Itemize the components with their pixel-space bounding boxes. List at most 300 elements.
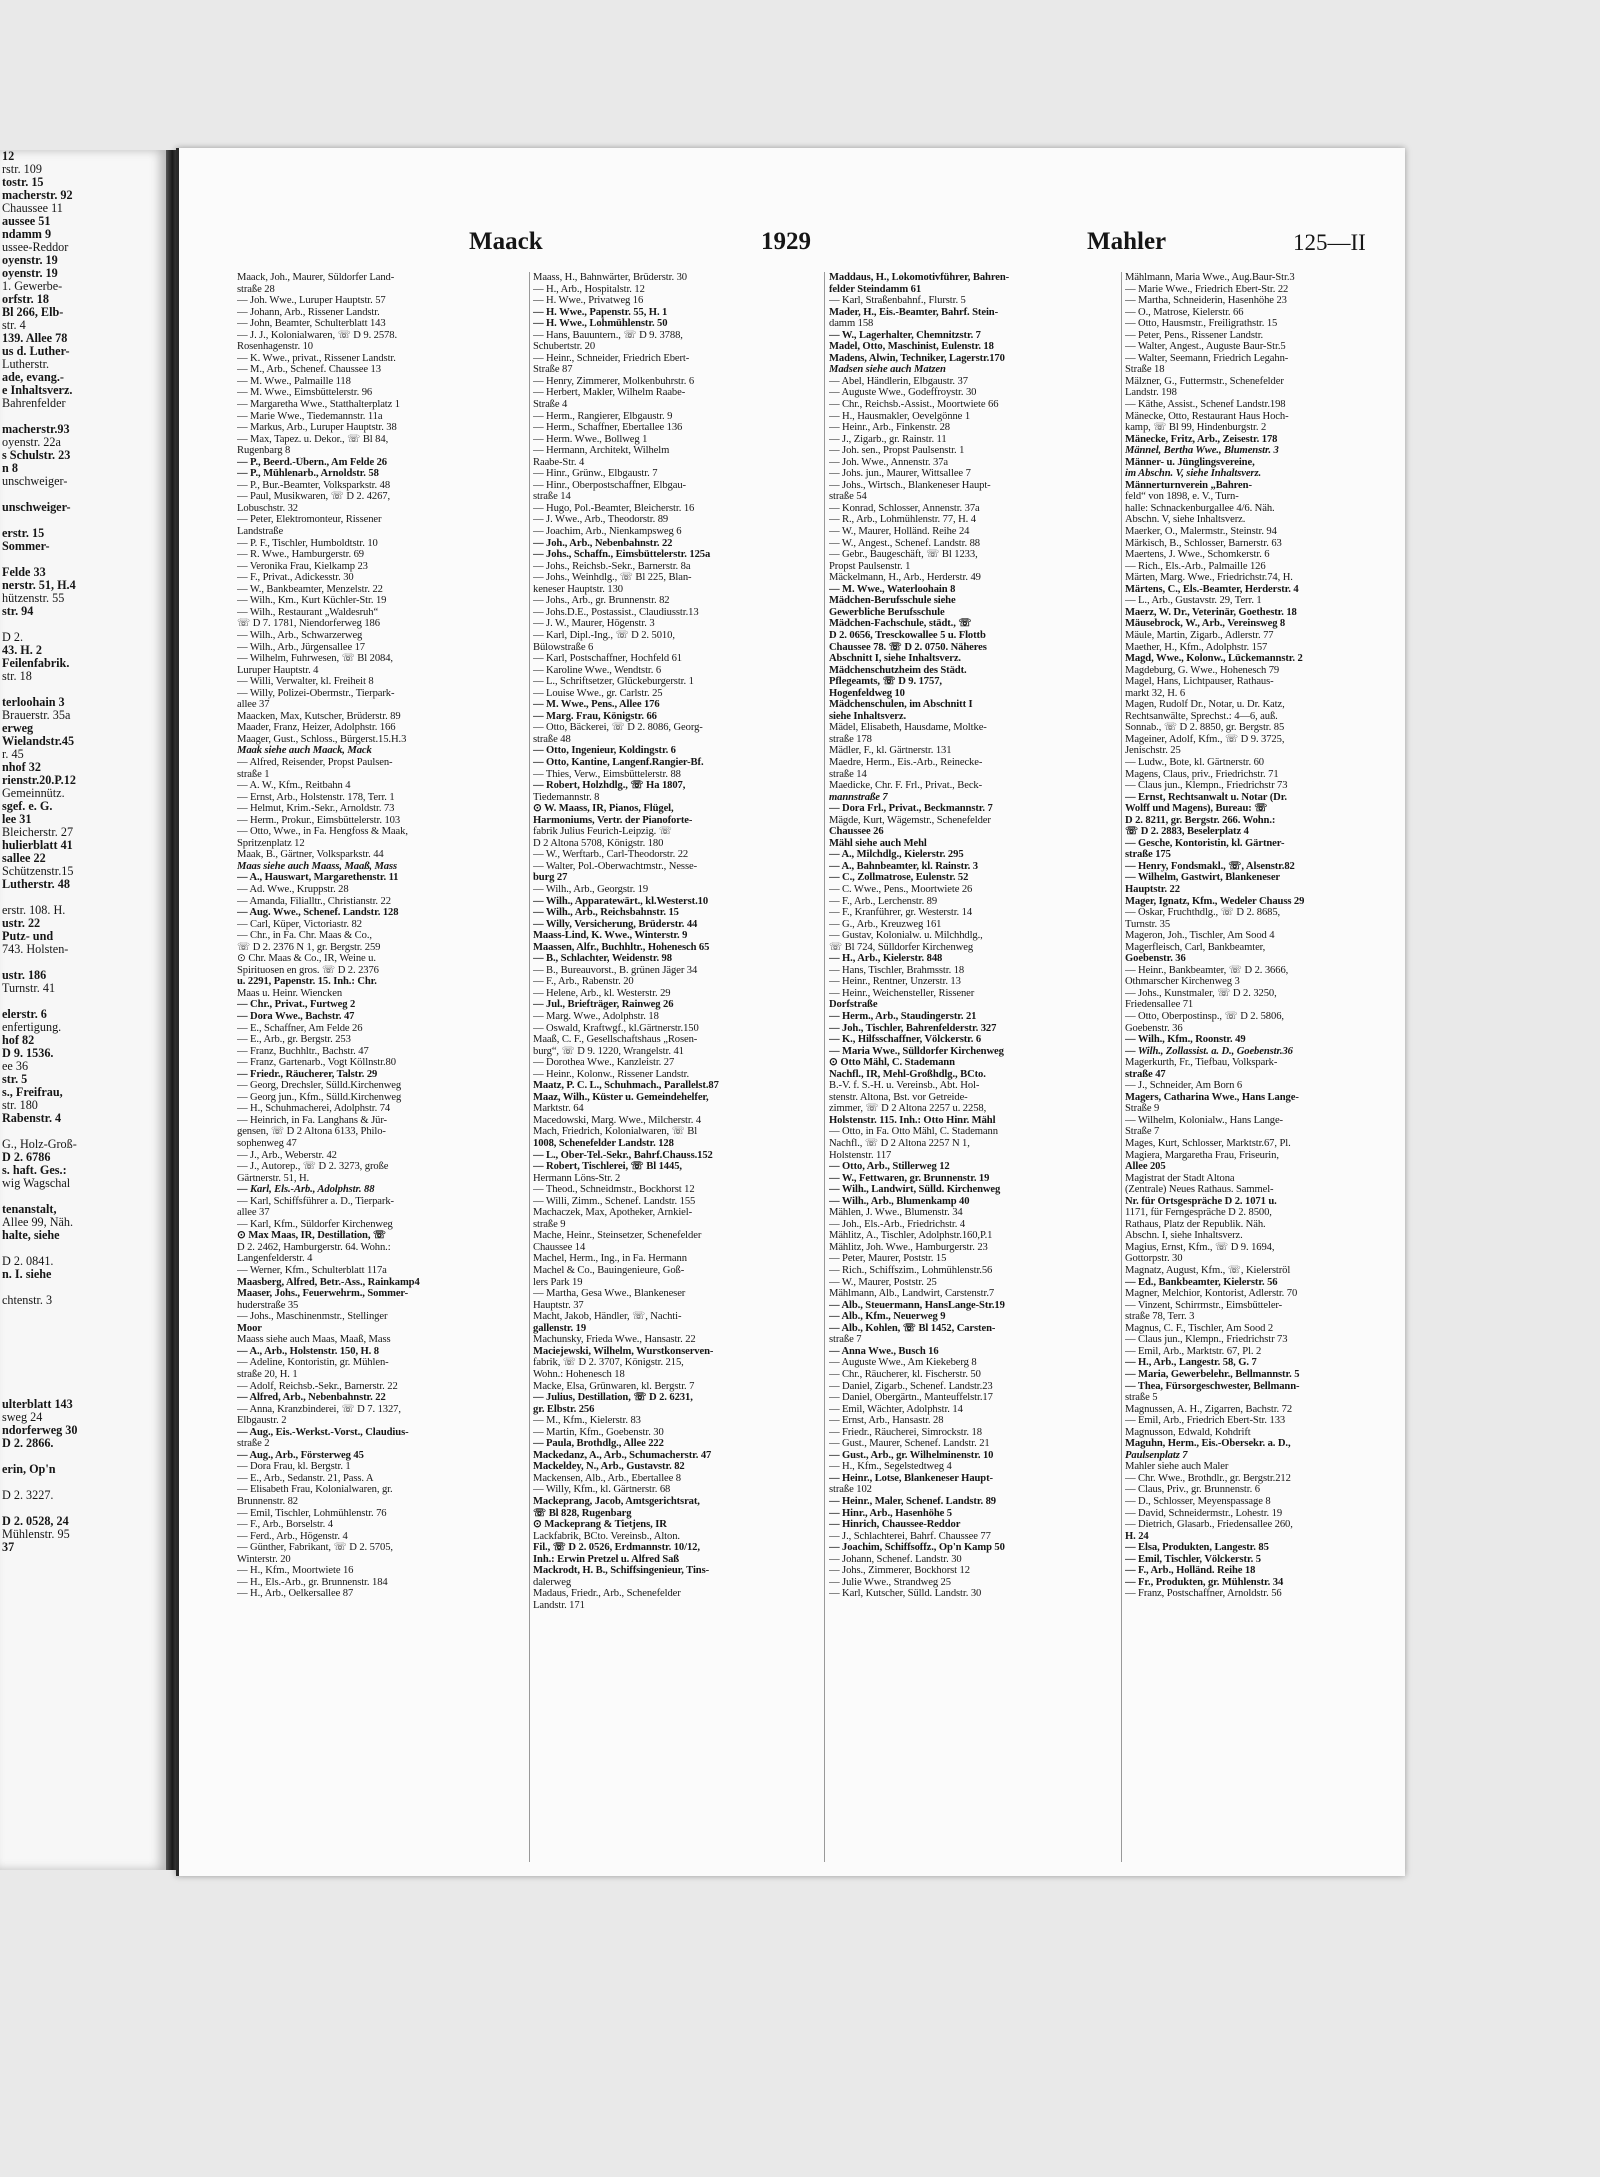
directory-entry-line: — Paul, Musikwaren, ☏ D 2. 4267, [237, 491, 391, 503]
directory-entry-line: damm 158 [829, 318, 874, 330]
directory-entry-line: — Claus jun., Klempn., Friedrichstr 73 [1125, 780, 1288, 792]
directory-entry-line: — Marie Wwe., Tiedemannstr. 11a [237, 410, 383, 422]
directory-entry-line: — Heinr., Maler, Schenef. Landstr. 89 [829, 1495, 996, 1507]
left-fragment-line: str. 18 [2, 669, 32, 683]
column-divider [824, 272, 825, 1862]
directory-entry-line: — H., Arb., Oelkersallee 87 [237, 1588, 354, 1600]
directory-entry-line: straße 14 [533, 491, 571, 503]
directory-entry-line: ☏ Bl 724, Sülldorfer Kirchenweg [829, 941, 974, 953]
directory-entry-line: Gottorpstr. 30 [1125, 1253, 1183, 1265]
directory-entry-line: — W., Lagerhalter, Chemnitzstr. 7 [829, 329, 981, 341]
directory-entry-line: — J., Arb., Weberstr. 42 [237, 1149, 337, 1161]
directory-entry-line: — L., Arb., Gustavstr. 29, Terr. 1 [1125, 595, 1262, 607]
directory-entry-line: Wohn.: Hohenesch 18 [533, 1368, 625, 1380]
left-fragment-line: Brauerstr. 35a [2, 708, 71, 722]
directory-entry-line: Goebenstr. 36 [1125, 1022, 1183, 1034]
left-fragment-line: 1. Gewerbe- [2, 279, 63, 293]
directory-entry-line: — W., Fettwaren, gr. Brunnenstr. 19 [829, 1172, 990, 1184]
directory-entry-line: — Paula, Brothdlg., Allee 222 [533, 1438, 664, 1450]
directory-entry-line: — Johs., Maschinenmstr., Stellinger [237, 1311, 388, 1323]
directory-entry-line: Madaus, Friedr., Arb., Schenefelder [533, 1588, 681, 1600]
left-fragment-line: ussee-Reddor [2, 240, 69, 254]
directory-entry-line: — Hinr., Arb., Hasenhöhe 5 [829, 1507, 952, 1519]
directory-entry-line: — M., Kfm., Kielerstr. 83 [533, 1415, 641, 1427]
directory-entry-line: Luruper Hauptstr. 4 [237, 664, 319, 676]
left-fragment-line: e Inhaltsverz. [2, 383, 73, 397]
directory-entry-line: — Emil, Tischler, Völckerstr. 5 [1125, 1553, 1261, 1565]
directory-entry-line: Mackrodt, H. B., Schiffsingenieur, Tins- [533, 1565, 710, 1577]
directory-entry-line: — J., Schlachterei, Bahrf. Chaussee 77 [829, 1530, 991, 1542]
directory-entry-line: Dorfstraße [829, 999, 878, 1011]
left-fragment-line: elerstr. 6 [2, 1007, 47, 1021]
directory-entry-line: H. 24 [1125, 1530, 1149, 1542]
directory-entry-line: — Karl, Kfm., Süldorfer Kirchenweg [237, 1218, 393, 1230]
left-fragment-line: Rabenstr. 4 [2, 1111, 62, 1125]
directory-entry-line: Wolff und Magens), Bureau: ☏ [1125, 803, 1268, 815]
directory-entry-line: Magd, Wwe., Kolonw., Lückemannstr. 2 [1125, 653, 1303, 665]
left-fragment-line: D 2. 3227. [2, 1488, 54, 1502]
directory-entry-line: Magnatz, August, Kfm., ☏, Kielerströl [1125, 1265, 1291, 1277]
directory-entry-line: — Hans, Tischler, Brahmsstr. 18 [829, 964, 965, 976]
left-fragment-line: Sommer- [2, 539, 50, 553]
directory-entry-line: — Karl, Els.-Arb., Adolphstr. 88 [237, 1184, 375, 1196]
directory-entry-line: — Gust., Arb., gr. Wilhelminenstr. 10 [829, 1449, 994, 1461]
directory-entry-line: Mählen, J. Wwe., Blumenstr. 34 [829, 1207, 963, 1219]
directory-entry-line: — P., Beerd.-Übern., Am Felde 26 [237, 456, 388, 468]
left-fragment-line: Turnstr. 41 [2, 981, 56, 995]
directory-entry-line: — Ad. Wwe., Kruppstr. 28 [237, 883, 349, 895]
directory-entry-line: — Alfred, Arb., Nebenbahnstr. 22 [237, 1392, 386, 1404]
left-fragment-line: G., Holz-Groß- [2, 1137, 77, 1151]
directory-entry-line: — Heinr., Bankbeamter, ☏ D 2. 3666, [1125, 964, 1289, 976]
directory-entry-line: — Johs., Weinhdlg., ☏ Bl 225, Blan- [533, 572, 692, 584]
left-fragment-line: macherstr.93 [2, 422, 70, 436]
directory-entry-line: Mädler, F., kl. Gärtnerstr. 131 [829, 745, 952, 757]
directory-entry-line: — Wilhelm, Fuhrwesen, ☏ Bl 2084, [237, 653, 393, 665]
directory-entry-line: huderstraße 35 [237, 1299, 299, 1311]
left-fragment-line: rstr. 109 [2, 162, 42, 176]
directory-entry-line: Turnstr. 35 [1125, 918, 1171, 930]
directory-entry-line: — Julie Wwe., Strandweg 25 [829, 1576, 951, 1588]
directory-entry-line: — H., Els.-Arb., gr. Brunnenstr. 184 [237, 1576, 388, 1588]
directory-entry-line: burg“, ☏ D 9. 1220, Wrangelstr. 41 [533, 1045, 684, 1057]
directory-entry-line: — Martha, Schneiderin, Hasenhöhe 23 [1125, 295, 1287, 307]
directory-entry-line: — W., Maurer, Holländ. Reihe 24 [829, 526, 970, 538]
directory-entry-line: ⊙ Mackeprang & Tietjens, IR [533, 1519, 667, 1531]
directory-entry-line: — F., Kranführer, gr. Westerstr. 14 [829, 907, 973, 919]
directory-entry-line: — Wilh., Arb., Reichsbahnstr. 15 [533, 907, 679, 919]
left-fragment-line: hof 82 [2, 1033, 35, 1047]
directory-entry-line: Straße 18 [1125, 364, 1165, 376]
directory-entry-line: — Heinr., Kolonw., Rissener Landstr. [533, 1068, 690, 1080]
directory-entry-line: Maedicke, Chr. F. Frl., Privat., Beck- [829, 780, 983, 792]
directory-entry-line: Macke, Elsa, Grünwaren, kl. Bergstr. 7 [533, 1380, 695, 1392]
directory-entry-line: Mageiner, Adolf, Kfm., ☏ D 9. 3725, [1125, 733, 1285, 745]
directory-entry-line: — Johs., Arb., gr. Brunnenstr. 82 [533, 595, 670, 607]
directory-entry-line: — P., Bur.-Beamter, Volksparkstr. 48 [237, 479, 391, 491]
directory-entry-line: — Auguste Wwe., Godeffroystr. 30 [829, 387, 977, 399]
directory-entry-line: — M. Wwe., Pens., Allee 176 [533, 699, 660, 711]
directory-entry-line: burg 27 [533, 872, 568, 884]
directory-entry-line: Maguhn, Herm., Eis.-Obersekr. a. D., [1125, 1438, 1291, 1450]
directory-entry-line: — Karl, Dipl.-Ing., ☏ D 2. 5010, [533, 629, 675, 641]
directory-entry-line: allee 37 [237, 1207, 270, 1219]
left-fragment-line: sallee 22 [2, 851, 46, 865]
directory-entry-line: — Aug., Arb., Försterweg 45 [237, 1449, 364, 1461]
directory-entry-line: Maak, B., Gärtner, Volksparkstr. 44 [237, 849, 384, 861]
directory-entry-line: 1171, für Ferngespräche D 2. 8500, [1125, 1207, 1272, 1219]
column-divider [529, 272, 530, 1862]
directory-entry-line: stenstr. Altona, Bst. vor Getreide- [829, 1091, 968, 1103]
directory-column-4 [1125, 272, 1413, 1862]
left-fragment-line: D 9. 1536. [2, 1046, 54, 1060]
directory-entry-line: — Anna Wwe., Busch 16 [829, 1345, 939, 1357]
directory-entry-line: Magerkurth, Fr., Tiefbau, Volkspark- [1125, 1057, 1278, 1069]
directory-entry-line: — M. Wwe., Palmaille 118 [237, 375, 351, 387]
directory-entry-line: — Johann, Schenef. Landstr. 30 [829, 1553, 962, 1565]
directory-entry-line: — Chr., in Fa. Chr. Maas & Co., [237, 930, 372, 942]
directory-entry-line: Spritzenplatz 12 [237, 837, 305, 849]
directory-entry-line: — Aug., Eis.-Werkst.-Vorst., Claudius- [237, 1426, 409, 1438]
directory-entry-line: — Alb., Kfm., Neuerweg 9 [829, 1311, 946, 1323]
directory-entry-line: — Elisabeth Frau, Kolonialwaren, gr. [237, 1484, 393, 1496]
directory-entry-line: — J., Schneider, Am Born 6 [1125, 1080, 1243, 1092]
directory-entry-line: — M. Wwe., Waterloohain 8 [829, 583, 956, 595]
directory-entry-line: — Joachim, Schiffsoffz., Op'n Kamp 50 [829, 1542, 1005, 1554]
directory-entry-line: Magnus, C. F., Tischler, Am Sood 2 [1125, 1322, 1274, 1334]
left-fragment-line: s. haft. Ges.: [2, 1163, 67, 1177]
directory-entry-line: Magens, Claus, priv., Friedrichstr. 71 [1125, 768, 1279, 780]
directory-entry-line: — Gust., Maurer, Schenef. Landstr. 21 [829, 1438, 990, 1450]
left-fragment-line: ustr. 186 [2, 968, 47, 982]
directory-entry-line: Maaser, Johs., Feuerwehrm., Sommer- [237, 1288, 409, 1300]
directory-entry-line: — Joh., Els.-Arb., Friedrichstr. 4 [829, 1218, 966, 1230]
directory-entry-line: — Dietrich, Glasarb., Friedensallee 260, [1125, 1519, 1293, 1531]
directory-entry-line: — Marg. Frau, Königstr. 66 [533, 710, 657, 722]
directory-entry-line: — Werner, Kfm., Schulterblatt 117a [237, 1265, 387, 1277]
directory-entry-line: Abschnitt I, siehe Inhaltsverz. [829, 653, 961, 665]
directory-entry-line: — Walter, Angest., Auguste Baur-Str.5 [1125, 341, 1286, 353]
directory-entry-line: Maass-Lind, K. Wwe., Winterstr. 9 [533, 930, 688, 942]
directory-entry-line: ☏ D 7. 1781, Niendorferweg 186 [237, 618, 380, 630]
directory-entry-line: Bülowstraße 6 [533, 641, 594, 653]
directory-entry-line: keneser Hauptstr. 130 [533, 583, 623, 595]
directory-entry-line: — Otto, Bäckerei, ☏ D 2. 8086, Georg- [533, 722, 703, 734]
directory-entry-line: Maaß, C. F., Gesellschaftshaus „Rosen- [533, 1034, 698, 1046]
directory-entry-line: Maedre, Herm., Eis.-Arb., Reinecke- [829, 756, 983, 768]
directory-entry-line: Mach, Friedrich, Kolonialwaren, ☏ Bl [533, 1126, 698, 1138]
directory-entry-line: Elbgaustr. 2 [237, 1415, 287, 1427]
left-fragment-line [0, 1307, 166, 1320]
left-fragment-line: ulterblatt 143 [2, 1397, 73, 1411]
left-fragment-line [0, 1320, 166, 1333]
left-fragment-line: Wielandstr.45 [2, 734, 75, 748]
directory-entry-line: — Marg. Wwe., Adolphstr. 18 [533, 1011, 659, 1022]
left-fragment-line: oyenstr. 19 [2, 253, 58, 267]
directory-entry-line: — Henry, Fondsmakl., ☏, Alsenstr.82 [1125, 860, 1295, 872]
directory-page [176, 148, 1405, 1876]
directory-entry-line: — B., Bureauvorst., B. grünen Jäger 34 [533, 964, 698, 976]
left-fragment-line: ustr. 22 [2, 916, 41, 930]
directory-entry-line: — Jul., Briefträger, Rainweg 26 [533, 999, 674, 1011]
directory-entry-line: zimmer, ☏ D 2 Altona 2257 u. 2258, [829, 1103, 987, 1115]
left-fragment-line [0, 1359, 166, 1372]
directory-entry-line: — Johs., Kunstmaler, ☏ D 2. 3250, [1125, 987, 1277, 999]
directory-entry-line: u. 2291, Papenstr. 15. Inh.: Chr. [237, 976, 377, 988]
directory-entry-line: Hauptstr. 37 [533, 1299, 584, 1311]
directory-entry-line: — Karoline Wwe., Wendtstr. 6 [533, 664, 662, 676]
directory-entry-line: Maas u. Heinr. Wiencken [237, 987, 343, 999]
directory-entry-line: Fil., ☏ D 2. 0526, Erdmannstr. 10/12, [533, 1542, 700, 1554]
left-fragment-line: ee 36 [2, 1059, 29, 1073]
directory-entry-line: — Chr. Wwe., Brothdlr., gr. Bergstr.212 [1125, 1472, 1291, 1484]
directory-entry-line: — Johann, Arb., Rissener Landstr. [237, 306, 380, 318]
directory-entry-line: — Thies, Verw., Eimsbüttelerstr. 88 [533, 768, 681, 780]
directory-entry-line: — H., Kfm., Moortwiete 16 [237, 1565, 354, 1577]
directory-entry-line: Paulsenplatz 7 [1125, 1449, 1188, 1461]
directory-entry-line: — Otto, Ingenieur, Koldingstr. 6 [533, 745, 676, 757]
directory-entry-line: — Herm., Schaffner, Ebertallee 136 [533, 422, 683, 434]
directory-entry-line: Mackeldey, N., Arb., Gustavstr. 82 [533, 1461, 685, 1473]
directory-entry-line: D 2. 2462, Hamburgerstr. 64. Wohn.: [237, 1241, 391, 1253]
directory-entry-line: — M. Wwe., Eimsbüttelerstr. 96 [237, 387, 373, 399]
left-fragment-line: halte, siehe [2, 1228, 60, 1242]
directory-entry-line: — Wilh., Landwirt, Sülld. Kirchenweg [829, 1184, 1001, 1196]
directory-entry-line: Magen, Rudolf Dr., Notar, u. Dr. Katz, [1125, 699, 1285, 711]
directory-entry-line: — Herm., Prokur., Eimsbüttelerstr. 103 [237, 814, 401, 826]
directory-entry-line: — Wilhelm, Gastwirt, Blankeneser [1125, 872, 1281, 884]
directory-entry-line: Mählmann, Alb., Landwirt, Carstenstr.7 [829, 1288, 995, 1300]
left-fragment-line: n. I. siehe [2, 1267, 52, 1281]
directory-entry-line: — Friedr., Räucherei, Simrockstr. 18 [829, 1426, 982, 1438]
directory-entry-line: — Alb., Kohlen, ☏ Bl 1452, Carsten- [829, 1322, 996, 1334]
directory-entry-line: siehe Inhaltsverz. [829, 710, 907, 722]
left-fragment-line: enfertigung. [2, 1020, 62, 1034]
directory-entry-line: Mädchen-Fachschule, städt., ☏ [829, 618, 972, 630]
directory-entry-line: — Veronika Frau, Kielkamp 23 [237, 560, 368, 572]
directory-entry-line: — Gesche, Kontoristin, kl. Gärtner- [1125, 837, 1285, 849]
left-fragment-line [0, 1372, 166, 1385]
directory-entry-line: — Markus, Arb., Luruper Hauptstr. 38 [237, 422, 397, 434]
directory-entry-line: Magius, Ernst, Kfm., ☏ D 9. 1694, [1125, 1241, 1275, 1253]
directory-entry-line: — Marie Wwe., Friedrich Ebert-Str. 22 [1125, 283, 1289, 295]
directory-entry-line: Machunsky, Frieda Wwe., Hansastr. 22 [533, 1334, 696, 1346]
directory-entry-line: Märkisch, B., Schlosser, Barnerstr. 63 [1125, 537, 1282, 549]
directory-entry-line: Macht, Jakob, Händler, ☏, Nachti- [533, 1311, 682, 1323]
directory-entry-line: — Claus jun., Klempn., Friedrichstr 73 [1125, 1334, 1288, 1346]
left-fragment-line: str. 4 [2, 318, 26, 332]
left-fragment-line: unschweiger- [2, 474, 68, 488]
directory-entry-line: — Karl, Schiffsführer a. D., Tierpark- [237, 1195, 394, 1207]
left-fragment-line: s Schulstr. 23 [2, 448, 71, 462]
directory-entry-line: — Georg jun., Kfm., Sülld.Kirchenweg [237, 1091, 402, 1103]
directory-entry-line: — Henry, Zimmerer, Molkenbuhrstr. 6 [533, 375, 695, 387]
directory-entry-line: — Konrad, Schlosser, Annenstr. 37a [829, 502, 980, 514]
directory-entry-line: Maak siehe auch Maack, Mack [237, 745, 372, 757]
directory-entry-line: — Joh., Tischler, Bahrenfelderstr. 327 [829, 1022, 997, 1034]
directory-entry-line: Harmoniums, Vertr. der Pianoforte- [533, 814, 693, 826]
left-fragment-line: sgef. e. G. [2, 799, 53, 813]
directory-entry-line: — Otto, Wwe., in Fa. Hengfoss & Maak, [237, 826, 408, 838]
directory-entry-line: — Rich., Els.-Arb., Palmaille 126 [1125, 560, 1266, 572]
directory-entry-line: — Willi, Verwalter, kl. Freiheit 8 [237, 676, 374, 688]
directory-entry-line: — Friedr., Räucherer, Talstr. 29 [237, 1068, 378, 1080]
left-fragment-line: sweg 24 [2, 1410, 43, 1424]
directory-entry-line: — Heinr., Arb., Finkenstr. 28 [829, 422, 950, 434]
directory-entry-line: (Zentrale) Neues Rathaus. Sammel- [1125, 1184, 1274, 1196]
directory-entry-line: Maassen, Alfr., Buchhltr., Hohenesch 65 [533, 941, 710, 953]
directory-entry-line: — L., Schriftsetzer, Glückeburgerstr. 1 [533, 676, 694, 688]
header-year: 1929 [761, 228, 811, 255]
directory-entry-line: Maaz, Wilh., Küster u. Gemeindehelfer, [533, 1091, 709, 1103]
directory-entry-line: — Wilh., Zollassist. a. D., Goebenstr.36 [1125, 1045, 1293, 1057]
directory-entry-line: — Julius, Destillation, ☏ D 2. 6231, [533, 1392, 693, 1404]
directory-entry-line: Märten, Marg. Wwe., Friedrichstr.74, H. [1125, 572, 1293, 584]
directory-entry-line: Landstraße [237, 526, 284, 538]
directory-entry-line: — Willi, Zimm., Schenef. Landstr. 155 [533, 1195, 696, 1207]
directory-entry-line: — Helene, Arb., kl. Westerstr. 29 [533, 987, 671, 999]
left-fragment-line: Lutherstr. 48 [2, 877, 70, 891]
directory-entry-line: — Alb., Steuermann, HansLange-Str.19 [829, 1299, 1005, 1311]
left-fragment-line: Bleicherstr. 27 [2, 825, 74, 839]
directory-entry-line: Allee 205 [1125, 1161, 1166, 1173]
directory-entry-line: Mackedanz, A., Arb., Schumacherstr. 47 [533, 1449, 712, 1461]
directory-entry-line: Magner, Melchior, Kontorist, Adlerstr. 70 [1125, 1288, 1298, 1300]
directory-entry-line: — M., Arb., Schenef. Chaussee 13 [237, 364, 381, 376]
header-left-catchword: Maack [469, 228, 543, 255]
directory-entry-line: — H. Wwe., Privatweg 16 [533, 295, 644, 307]
directory-entry-line: Straße 87 [533, 364, 573, 376]
directory-entry-line: Rosenhagenstr. 10 [237, 341, 313, 353]
directory-entry-line: straße 175 [1125, 849, 1171, 861]
directory-entry-line: — Ludw., Bote, kl. Gärtnerstr. 60 [1125, 756, 1265, 768]
directory-entry-line: Tiedemannstr. 8 [533, 791, 600, 803]
directory-entry-line: Hauptstr. 22 [1125, 883, 1180, 895]
left-fragment-line: hützenstr. 55 [2, 591, 65, 605]
directory-entry-line: dalerweg [533, 1576, 572, 1588]
directory-entry-line: Mädchenschulen, im Abschnitt I [829, 699, 973, 711]
directory-entry-line: — Auguste Wwe., Am Kiekeberg 8 [829, 1357, 977, 1369]
directory-entry-line: — Johs., Schaffn., Eimsbüttelerstr. 125a [533, 549, 711, 561]
directory-entry-line: — Aug. Wwe., Schenef. Landstr. 128 [237, 907, 399, 919]
directory-entry-line: Abschn. I, siehe Inhaltsverz. [1125, 1230, 1243, 1242]
directory-entry-line: — A., Milchdlg., Kielerstr. 295 [829, 849, 964, 861]
directory-entry-line: — Ed., Bankbeamter, Kielerstr. 56 [1125, 1276, 1278, 1288]
left-fragment-line: nhof 32 [2, 760, 41, 774]
directory-entry-line: Brunnenstr. 82 [237, 1495, 298, 1507]
directory-entry-line: — Franz, Gartenarb., Vogt Köllnstr.80 [237, 1057, 396, 1069]
directory-entry-line: — A., Hauswart, Margarethenstr. 11 [237, 872, 399, 884]
left-fragment-line: Felde 33 [2, 565, 46, 579]
directory-entry-line: — David, Schneidermstr., Lohestr. 19 [1125, 1507, 1283, 1519]
directory-entry-line: — Dora Frau, kl. Bergstr. 1 [237, 1461, 351, 1473]
directory-entry-line: — Louise Wwe., gr. Carlstr. 25 [533, 687, 663, 699]
directory-entry-line: Männer- u. Jünglingsvereine, [1125, 456, 1255, 468]
directory-entry-line: — C., Zollmatrose, Eulenstr. 52 [829, 872, 969, 884]
column-divider [1121, 272, 1122, 1862]
directory-entry-line: ☏ D 2. 2883, Beselerplatz 4 [1125, 826, 1249, 838]
directory-entry-line: — Daniel, Zigarb., Schenef. Landstr.23 [829, 1380, 993, 1392]
directory-entry-line: Magel, Hans, Lichtpauser, Rathaus- [1125, 676, 1274, 688]
directory-entry-line: straße 9 [533, 1218, 566, 1230]
directory-entry-line: — F., Arb., Rabenstr. 20 [533, 976, 634, 988]
directory-entry-line: — Hans, Bauuntern., ☏ D 9. 3788, [533, 329, 683, 341]
directory-entry-line: Landstr. 171 [533, 1599, 585, 1611]
directory-entry-line: Mädchenschutzheim des Städt. [829, 664, 967, 676]
directory-entry-line: — Emil, Arb., Friedrich Ebert-Str. 133 [1125, 1415, 1286, 1427]
left-fragment-line: aussee 51 [2, 214, 51, 228]
directory-entry-line: — Käthe, Assist., Schenef Landstr.198 [1125, 399, 1286, 411]
directory-entry-line: — Robert, Tischlerei, ☏ Bl 1445, [533, 1161, 682, 1173]
directory-entry-line: — P. F., Tischler, Humboldtstr. 10 [237, 537, 378, 549]
directory-entry-line: straße 7 [829, 1334, 862, 1346]
directory-entry-line: — J. Wwe., Arb., Theodorstr. 89 [533, 514, 669, 526]
left-fragment-line: Putz- und [2, 929, 54, 943]
left-fragment-line: ade, evang.- [2, 370, 64, 384]
directory-entry-line: Maass siehe auch Maas, Maaß, Mass [237, 1334, 391, 1346]
directory-entry-line: — J. J., Kolonialwaren, ☏ D 9. 2578. [237, 329, 398, 341]
directory-entry-line: Magdeburg, G. Wwe., Hohenesch 79 [1125, 664, 1280, 676]
directory-entry-line: — Amanda, Filialltr., Christianstr. 22 [237, 895, 391, 907]
directory-entry-line: Machel & Co., Bauingenieure, Goß- [533, 1265, 685, 1277]
directory-entry-line: Friedensallee 71 [1125, 999, 1194, 1011]
directory-entry-line: Maas siehe auch Maass, Maaß, Mass [237, 860, 398, 872]
directory-entry-line: Nachfl., ☏ D 2 Altona 2257 N 1, [829, 1138, 970, 1150]
directory-entry-line: — Anna, Kranzbinderei, ☏ D 7. 1327, [237, 1403, 401, 1415]
directory-entry-line: — Joachim, Arb., Nienkampsweg 6 [533, 526, 682, 538]
directory-entry-line: — Herm. Wwe., Bollweg 1 [533, 433, 648, 445]
directory-entry-line: — Abel, Händlerin, Elbgaustr. 37 [829, 375, 968, 387]
directory-entry-line: — Karl, Kutscher, Sülld. Landstr. 30 [829, 1588, 982, 1600]
directory-entry-line: Chaussee 78. ☏ D 2. 0750. Näheres [829, 641, 987, 653]
directory-entry-line: Machel, Herm., Ing., in Fa. Hermann [533, 1253, 687, 1265]
directory-entry-line: Abschn. V, siehe Inhaltsverz. [1125, 514, 1246, 526]
left-fragment-line: Lutherstr. [2, 357, 50, 371]
directory-entry-line: — Martha, Gesa Wwe., Blankeneser [533, 1288, 686, 1300]
directory-entry-line: — Wilh., Restaurant „Waldesruh“ [237, 606, 379, 618]
directory-entry-line: halle: Schnackenburgallee 4/6. Näh. [1125, 502, 1275, 514]
directory-entry-line: — L., Ober-Tel.-Sekr., Bahrf.Chauss.152 [533, 1149, 713, 1161]
directory-entry-line: straße 2 [237, 1438, 270, 1450]
left-fragment-line: hulierblatt 41 [2, 838, 73, 852]
directory-entry-line: Winterstr. 20 [237, 1553, 291, 1565]
directory-entry-line: Maager, Gust., Schloss., Bürgerst.15.H.3 [237, 733, 407, 745]
directory-entry-line: — Hinr., Oberpostschaffner, Elbgau- [533, 479, 686, 491]
directory-entry-line: straße 178 [829, 733, 872, 745]
directory-entry-line: — Otto, in Fa. Otto Mähl, C. Stademann [829, 1126, 998, 1138]
directory-entry-line: — Heinr., Rentner, Unzerstr. 13 [829, 976, 961, 988]
directory-entry-line: Chaussee 26 [829, 826, 884, 838]
directory-entry-line: — H., Arb., Hospitalstr. 12 [533, 283, 645, 295]
directory-entry-line: — Dorothea Wwe., Kanzleistr. 27 [533, 1057, 675, 1069]
directory-entry-line: Magnussen, A. H., Zigarren, Bachstr. 72 [1125, 1403, 1293, 1415]
directory-entry-line: — Johs., Reichsb.-Sekr., Barnerstr. 8a [533, 560, 691, 572]
directory-entry-line: — C. Wwe., Pens., Moortwiete 26 [829, 883, 973, 895]
directory-entry-line: Maass, H., Bahnwärter, Brüderstr. 30 [533, 272, 687, 283]
directory-entry-line: — J. W., Maurer, Högenstr. 3 [533, 618, 655, 630]
directory-entry-line: — Theod., Schneidmstr., Bockhorst 12 [533, 1184, 695, 1196]
left-fragment-line: n 8 [2, 461, 18, 475]
directory-entry-line: — Ernst, Arb., Holstenstr. 178, Terr. 1 [237, 791, 395, 803]
directory-entry-line: im Abschn. V, siehe Inhaltsverz. [1125, 468, 1262, 480]
directory-entry-line: allee 37 [237, 699, 270, 711]
directory-entry-line: Mackeprang, Jacob, Amtsgerichtsrat, [533, 1495, 700, 1507]
left-fragment-line: erin, Op'n [2, 1462, 56, 1476]
left-fragment-line: D 2. [2, 630, 23, 644]
directory-entry-line: ⊙ Max Maas, IR, Destillation, ☏ [237, 1230, 387, 1242]
directory-entry-line: Mählmann, Maria Wwe., Aug.Baur-Str.3 [1125, 272, 1295, 283]
directory-entry-line: Mageron, Joh., Tischler, Am Sood 4 [1125, 930, 1275, 942]
